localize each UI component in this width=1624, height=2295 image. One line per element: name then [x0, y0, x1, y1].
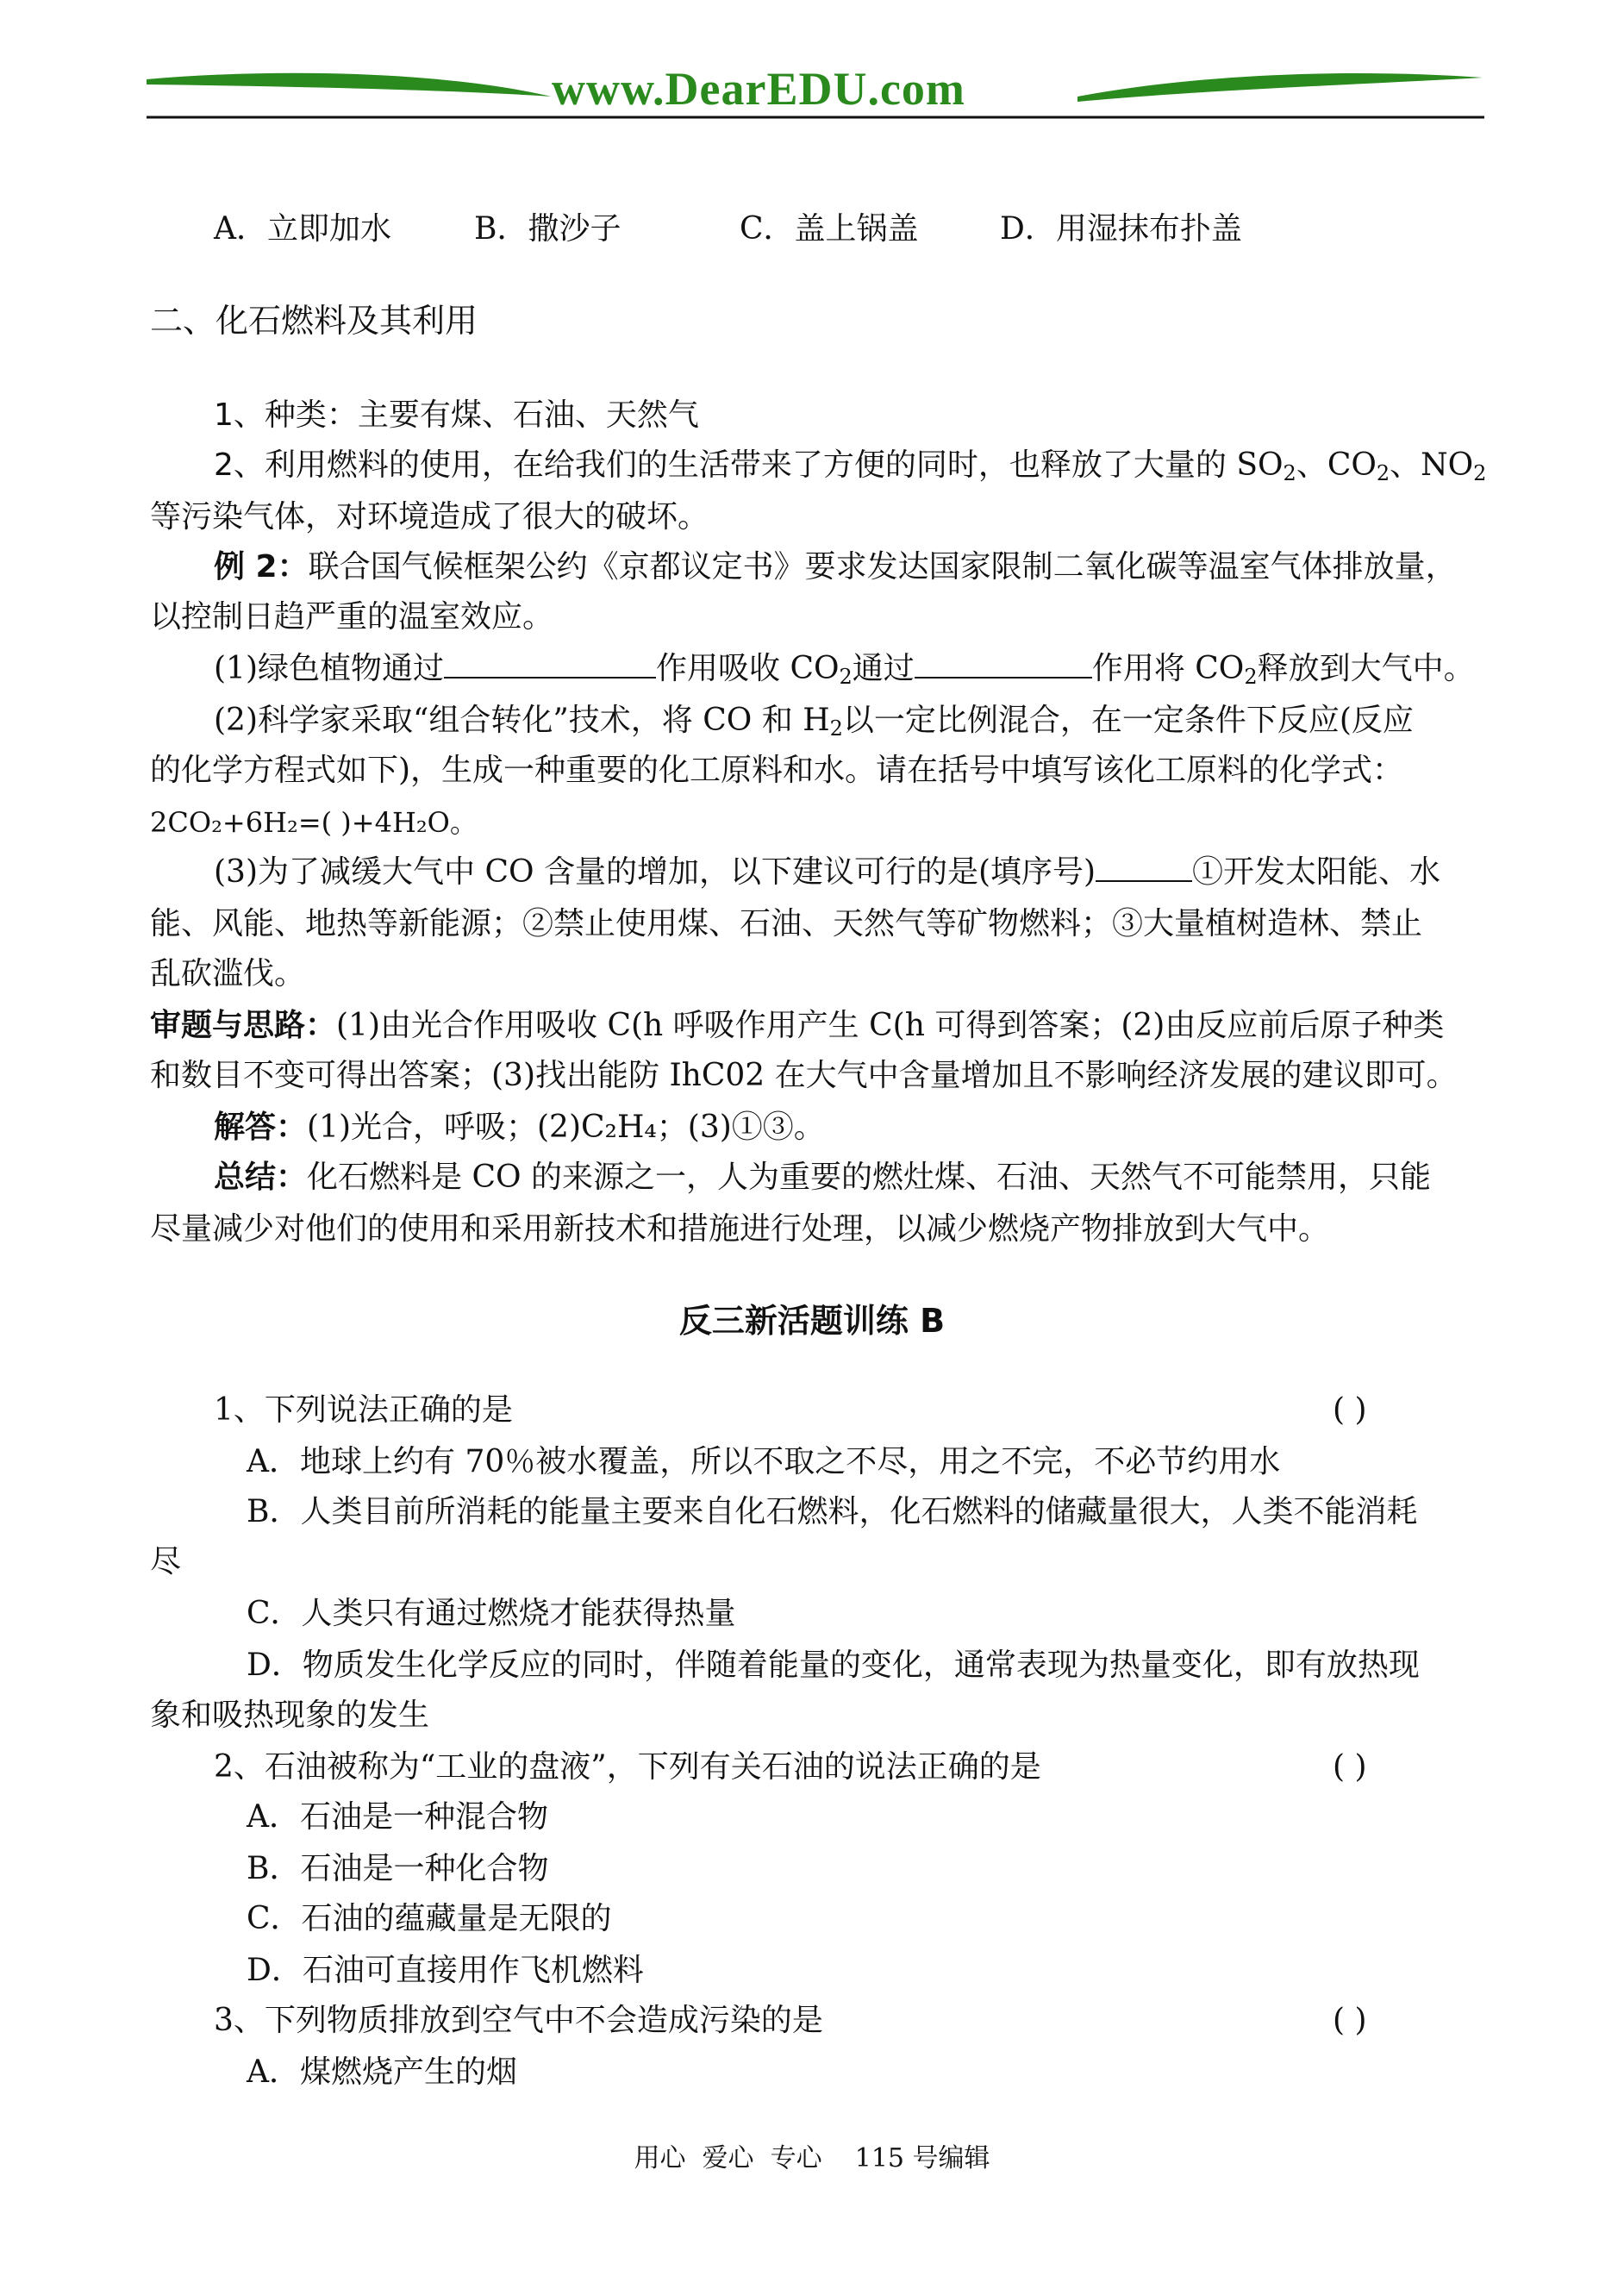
prev-option-b: B．撒沙子	[474, 211, 621, 247]
tq1-option-b-cont: 尽	[150, 1544, 182, 1579]
answer-line	[214, 1105, 825, 1150]
q1-part-a: (1)绿色植物通过	[214, 651, 444, 686]
use-line: 2、利用燃料的使用，在给我们的生活带来了方便的同时，也释放了大量的 $SO_2$、$CO_2$、$NO_2$	[214, 447, 1487, 485]
tq2-option-d: D．石油可直接用作飞机燃料	[247, 1953, 644, 1988]
q2-part-b: 以一定比例混合，在一定条件下反应(反应	[842, 703, 1414, 738]
tq2-stem: 2、石油被称为“工业的盘液”，下列有关石油的说法正确的是	[214, 1749, 1041, 1785]
example-label: 例 2：	[214, 549, 309, 585]
summary-line	[214, 1155, 1431, 1200]
site-logo-text: www.DearEDU.com	[552, 63, 965, 115]
prev-option-c: C．盖上锅盖	[740, 211, 919, 247]
q1-part-d: 作用将 CO	[1091, 651, 1245, 686]
answer-blank	[1096, 851, 1192, 882]
tq1-stem: 1、下列说法正确的是	[214, 1392, 513, 1428]
header-swoosh-left	[147, 73, 552, 97]
page-footer: 用心 爱心 专心 115 号编辑	[634, 2143, 990, 2173]
answer-text: (1)光合，呼吸；(2)C₂H₄；(3)①③。	[307, 1110, 825, 1145]
answer-label: 解答：	[214, 1110, 308, 1145]
q1-part-b: 作用吸收 CO	[656, 651, 840, 686]
q2-line: (2)科学家采取“组合转化”技术，将 CO 和 $H_2$以一定比例混合，在一定条件下反应(反应	[214, 703, 1414, 741]
kinds-line	[214, 393, 699, 438]
answer-blank	[915, 647, 1092, 678]
q3-line-2: 能、风能、地热等新能源；②禁止使用煤、石油、天然气等矿物燃料；③大量植树造林、禁止	[150, 906, 1423, 941]
tq1-option-b: B．人类目前所消耗的能量主要来自化石燃料，化石燃料的储藏量很大，人类不能消耗	[247, 1494, 1418, 1529]
think-label: 审题与思路：	[150, 1008, 337, 1043]
header-swoosh-right	[1077, 73, 1483, 102]
q3-line	[214, 850, 1440, 895]
use-label: 2、利用	[214, 447, 327, 483]
summary-line-2: 尽量减少对他们的使用和采用新技术和措施进行处理，以减少燃烧产物排放到大气中。	[150, 1211, 1330, 1247]
tq1-option-d: D．物质发生化学反应的同时，伴随着能量的变化，通常表现为热量变化，即有放热现	[247, 1648, 1420, 1683]
answer-blank	[444, 647, 656, 678]
q2-equation: 2CO₂+6H₂=( )+4H₂O。	[150, 806, 478, 839]
summary-label: 总结：	[214, 1160, 308, 1195]
use-line-2: 等污染气体，对环境造成了很大的破坏。	[150, 499, 709, 535]
tq1-option-c: C．人类只有通过燃烧才能获得热量	[247, 1596, 736, 1631]
example-line	[214, 545, 1457, 590]
tq3-option-a: A．煤燃烧产生的烟	[247, 2054, 517, 2090]
section-heading: 二、化石燃料及其利用	[150, 302, 478, 340]
tq2-option-a: A．石油是一种混合物	[247, 1799, 548, 1835]
q1-part-e: 释放到大气中。	[1257, 651, 1475, 686]
tq1-answer-paren: ( )	[1333, 1392, 1367, 1428]
tq3-stem: 3、下列物质排放到空气中不会造成污染的是	[214, 2003, 823, 2038]
summary-text: 化石燃料是 CO 的来源之一，人为重要的燃灶煤、石油、天然气不可能禁用，只能	[307, 1160, 1431, 1195]
kinds-label: 1、种类：	[214, 397, 358, 433]
example-text: 联合国气候框架公约《京都议定书》要求发达国家限制二氧化碳等温室气体排放量，	[308, 549, 1457, 585]
q2-line-2: 的化学方程式如下)，生成一种重要的化工原料和水。请在括号中填写该化工原料的化学式：	[150, 753, 1404, 788]
q1-part-c: 通过	[852, 651, 915, 686]
think-text: (1)由光合作用吸收 C(h 呼吸作用产生 C(h 可得到答案；(2)由反应前后原子种类	[336, 1008, 1445, 1043]
use-text: 燃料的使用，在给我们的生活带来了方便的同时，也释放了大量的 SO	[326, 447, 1284, 483]
q2-part-a: (2)科学家采取“组合转化”技术，将 CO 和 H	[214, 703, 830, 738]
q3-line-3: 乱砍滥伐。	[150, 956, 306, 991]
q1-line: (1)绿色植物通过 作用吸收 $CO_2$通过 作用将 $CO_2$释放到大气中。	[214, 647, 1475, 691]
think-line	[150, 1004, 1444, 1048]
tq3-answer-paren: ( )	[1333, 2003, 1367, 2038]
tq1-option-d-cont: 象和吸热现象的发生	[150, 1698, 430, 1733]
tq1-option-a: A．地球上约有 70％被水覆盖，所以不取之不尽，用之不完，不必节约用水	[247, 1444, 1281, 1479]
q3-part-a: (3)为了减缓大气中 CO 含量的增加，以下建议可行的是(填序号)	[214, 854, 1096, 890]
q3-part-b: ①开发太阳能、水	[1192, 854, 1441, 890]
kinds-text: 主要有煤、石油、天然气	[357, 397, 699, 433]
prev-option-a: A．立即加水	[214, 211, 391, 247]
tq2-answer-paren: ( )	[1333, 1749, 1367, 1785]
tq2-option-b: B．石油是一种化合物	[247, 1851, 549, 1886]
training-title: 反三新活题训练 B	[678, 1302, 946, 1340]
think-line-2: 和数目不变可得出答案；(3)找出能防 IhC02 在大气中含量增加且不影响经济发展的建议即可。	[150, 1058, 1458, 1093]
prev-option-d: D．用湿抹布扑盖	[1000, 211, 1242, 247]
tq2-option-c: C．石油的蕴藏量是无限的	[247, 1901, 612, 1936]
example-line-2: 以控制日趋严重的温室效应。	[150, 599, 554, 635]
